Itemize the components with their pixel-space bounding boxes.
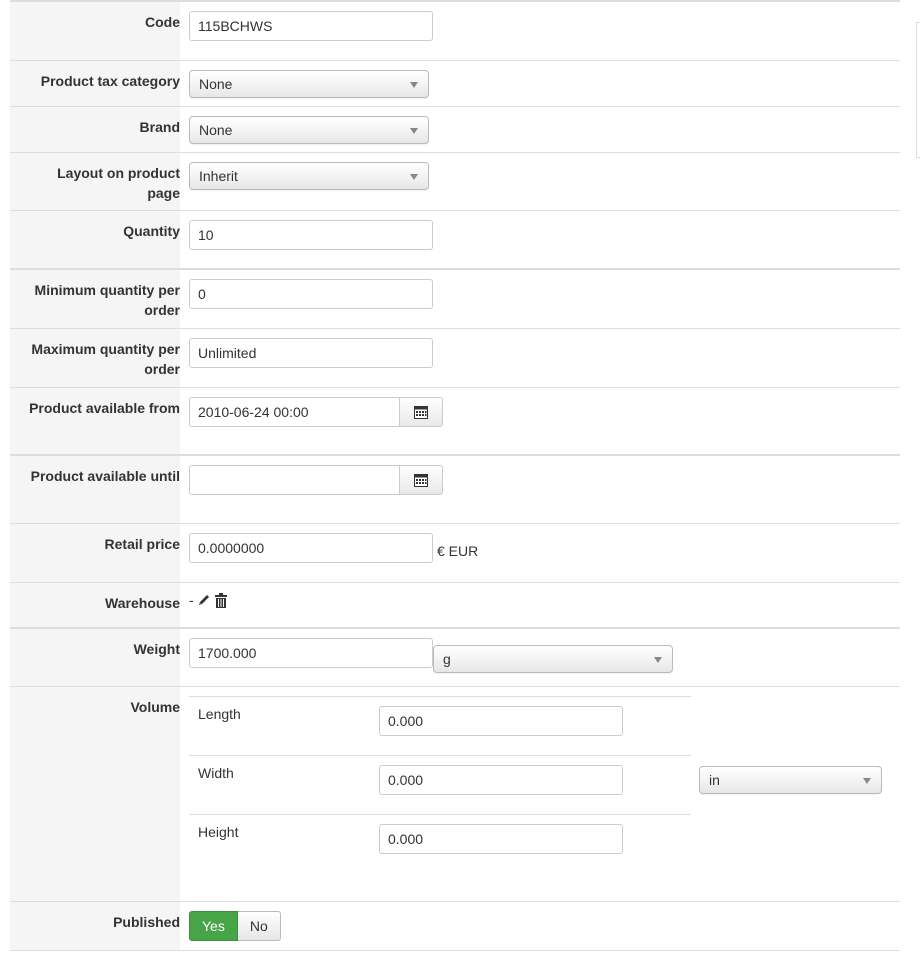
volume-unit-select[interactable]: in: [699, 766, 882, 794]
row-quantity: [10, 211, 900, 270]
published-no-button[interactable]: No: [238, 911, 281, 941]
row-available-from: [10, 388, 900, 456]
available-until-label: Product available until: [10, 456, 180, 523]
length-input[interactable]: [379, 706, 623, 736]
volume-height-row: [189, 815, 691, 873]
published-label: Published: [10, 902, 180, 950]
code-input[interactable]: [189, 11, 433, 41]
warehouse-value: [189, 592, 228, 608]
brand-label: Brand: [10, 107, 180, 152]
warehouse-text: -: [189, 592, 194, 608]
retail-price-label: Retail price: [10, 524, 180, 582]
row-layout: [10, 153, 900, 211]
published-toggle: [189, 911, 281, 941]
code-label: Code: [10, 2, 180, 60]
weight-unit-select[interactable]: g: [433, 645, 673, 673]
weight-input[interactable]: [189, 638, 433, 668]
retail-price-input[interactable]: [189, 533, 433, 563]
layout-select[interactable]: Inherit: [189, 162, 429, 190]
available-until-input[interactable]: [189, 465, 401, 495]
pencil-icon[interactable]: [197, 593, 211, 607]
row-retail-price: [10, 524, 900, 583]
volume-length-row: [189, 697, 691, 756]
calendar-icon: [414, 405, 428, 419]
length-label: Length: [198, 706, 241, 722]
available-from-calendar-button[interactable]: [399, 397, 443, 427]
available-until-calendar-button[interactable]: [399, 465, 443, 495]
width-input[interactable]: [379, 765, 623, 795]
tax-category-select[interactable]: None: [189, 70, 429, 98]
row-available-until: [10, 456, 900, 524]
volume-width-row: [189, 756, 691, 815]
row-weight: [10, 629, 900, 687]
quantity-input[interactable]: [189, 220, 433, 250]
row-published: [10, 902, 900, 951]
brand-select[interactable]: None: [189, 116, 429, 144]
calendar-icon: [414, 473, 428, 487]
row-brand: [10, 107, 900, 153]
volume-dimensions: [189, 696, 691, 873]
available-from-input[interactable]: [189, 397, 401, 427]
row-min-qty: [10, 270, 900, 329]
published-yes-button[interactable]: Yes: [189, 911, 238, 941]
row-code: [10, 2, 900, 61]
min-qty-label: Minimum quantity per order: [10, 270, 180, 328]
chevron-down-icon: [863, 778, 871, 784]
tax-category-label: Product tax category: [10, 61, 180, 106]
quantity-label: Quantity: [10, 211, 180, 268]
height-label: Height: [198, 824, 239, 840]
width-label: Width: [198, 765, 234, 781]
volume-label: Volume: [10, 687, 180, 901]
min-qty-input[interactable]: [189, 279, 433, 309]
trash-icon[interactable]: [214, 593, 228, 608]
chevron-down-icon: [410, 174, 418, 180]
chevron-down-icon: [410, 82, 418, 88]
row-tax-category: [10, 61, 900, 107]
max-qty-label: Maximum quantity per order: [10, 329, 180, 387]
chevron-down-icon: [410, 128, 418, 134]
height-input[interactable]: [379, 824, 623, 854]
side-panel-edge: [916, 22, 920, 158]
available-from-label: Product available from: [10, 388, 180, 454]
row-max-qty: [10, 329, 900, 388]
chevron-down-icon: [654, 657, 662, 663]
layout-label: Layout on product page: [10, 153, 180, 210]
weight-label: Weight: [10, 629, 180, 686]
warehouse-label: Warehouse: [10, 583, 180, 627]
max-qty-input[interactable]: [189, 338, 433, 368]
row-warehouse: [10, 583, 900, 629]
product-form: [10, 0, 900, 951]
currency-label: € EUR: [437, 543, 479, 559]
row-volume: [10, 687, 900, 902]
